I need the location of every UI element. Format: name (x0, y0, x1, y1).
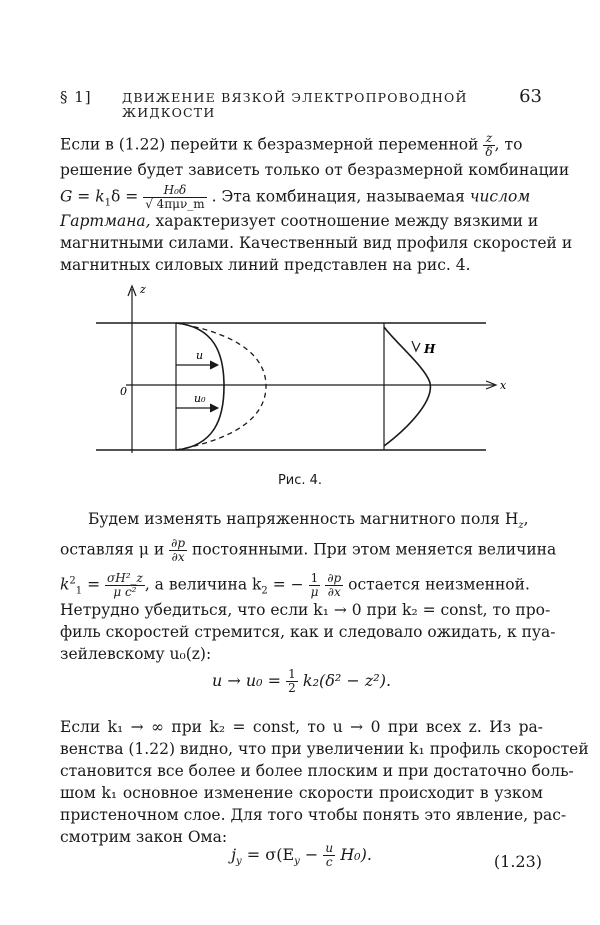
field-arrow-head (412, 341, 420, 351)
figure-4-diagram (96, 283, 506, 455)
p2-line-1: Будем изменять напряженность магнитного поля $H_z$, (88, 510, 529, 532)
x-axis-label: x (500, 379, 506, 392)
velocity-arrow-u0-head (210, 404, 218, 412)
p1-line-4: Гартмана, характеризует соотношение между вязкими и (60, 212, 539, 230)
fraction-z-delta: $\frac{z}{\delta}$ (485, 131, 493, 159)
p2-line-5: филь скоростей стремится, как и следовало ожидать, к пуа- (60, 623, 556, 641)
chapter-title: ДВИЖЕНИЕ ВЯЗКОЙ ЭЛЕКТРОПРОВОДНОЙ ЖИДКОСТИ (122, 90, 468, 120)
p3-line-3: становится все более и более плоским и при достаточно боль- (60, 762, 574, 780)
p3-line-2: венства (1.22) видно, что при увеличении k₁ профиль скоростей (60, 740, 589, 758)
fraction-dp-dx: $\frac{\partial p}{\partial x}$ (171, 536, 186, 564)
fraction-dp-dx-2: $\frac{\partial p}{\partial x}$ (327, 571, 342, 599)
p2-line-4: Нетрудно убедиться, что если k₁ → 0 при k₂ = const, то про- (60, 601, 551, 619)
fraction-hartmann: $\frac{\text{H₀δ}}{\text{√ 4πμν\_m}}$ (145, 183, 205, 211)
p3-line-6: смотрим закон Ома: (60, 828, 228, 846)
equation-poiseuille: u → u₀ = $\frac{1}{2}$ k₂(δ² − z²). (211, 667, 392, 695)
velocity-arrow-u-head (210, 361, 218, 369)
p2-line-6: зейлевскому u₀(z): (60, 645, 212, 663)
p3-line-4: шом k₁ основное изменение скорости происходит в узком (60, 784, 543, 802)
section-mark: § 1] (60, 88, 92, 106)
figure-caption: Рис. 4. (277, 473, 323, 488)
fraction-one-over-mu: $\frac{1}{\mu}$ (310, 571, 319, 599)
label-u0: u₀ (194, 392, 206, 405)
poiseuille-profile-curve (176, 323, 266, 450)
equation-ohm-law: $j_y = \sigma(E_y$ − $\frac{u}{c}$ H₀). (231, 841, 372, 869)
p1-line-1: Если в (1.22) перейти к безразмерной переменной $\frac{z}{\delta}$ , то (60, 131, 523, 159)
origin-label: 0 (120, 385, 127, 398)
p1-line-6: магнитных силовых линий представлен на рис. 4. (60, 256, 471, 274)
page-number: 63 (519, 86, 542, 107)
p3-line-1: Если k₁ → ∞ при k₂ = const, то u → 0 при всех z. Из ра- (60, 718, 543, 736)
p1-line-5: магнитными силами. Качественный вид профиля скоростей и (60, 234, 573, 252)
equation-number: (1.23) (493, 852, 542, 871)
p2-line-3: $k^2_1$ = $\frac{\text{σH²\_z}}{\text{μ c²}}$ , а величина $k_2$ = − $\frac{1}{\mu}$ $\frac{\partial p}{\partial x}$ остается неизменной. (60, 571, 530, 599)
z-axis-label: z (140, 283, 146, 296)
p3-line-5: пристеночном слое. Для того чтобы понять это явление, рас- (60, 806, 567, 824)
label-H: H (424, 342, 436, 356)
term-hartmann-number: числом (469, 187, 531, 206)
hartmann-profile-curve (176, 323, 224, 450)
p1-line-3: $G = k_1\delta$ = $\frac{\text{H₀δ}}{\text{√ 4πμν\_m}}$ . Эта комбинация, называемая числом (60, 183, 531, 211)
running-header (60, 86, 542, 120)
p1-line-2: решение будет зависеть только от безразмерной комбинации (60, 161, 570, 179)
p2-line-2: оставляя μ и $\frac{\partial p}{\partial x}$ постоянными. При этом меняется величина (60, 536, 557, 564)
label-u: u (196, 349, 204, 362)
fraction-k1-squared: $\frac{\text{σH²\_z}}{\text{μ c²}}$ (107, 571, 143, 599)
